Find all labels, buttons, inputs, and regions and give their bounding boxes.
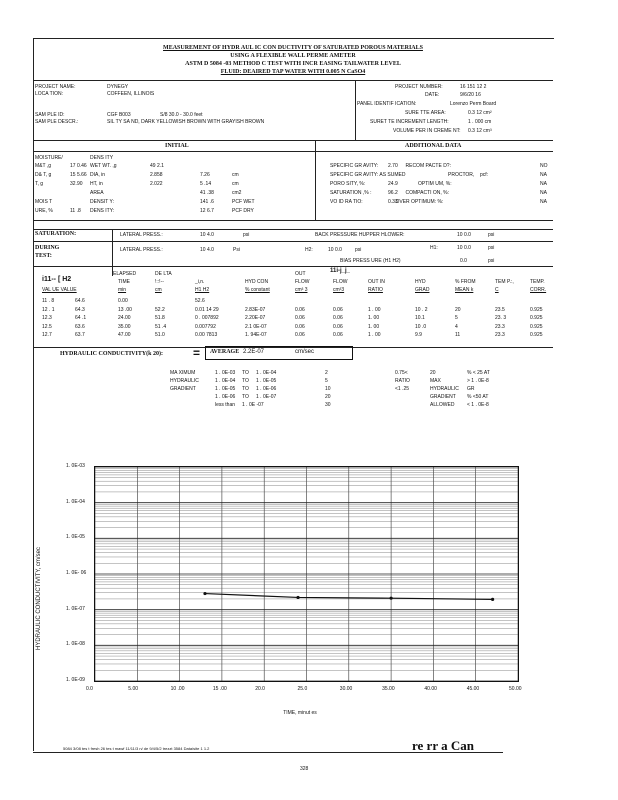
table-header: H1 H2 [195,287,210,293]
criteria-value: HYDRAULIC [430,386,459,392]
divider [33,266,553,267]
divider [33,220,553,221]
table-cell: 10.1 [415,315,425,321]
criteria-value: TO [242,378,249,384]
sat-lateral-value: 10 4.0 [200,232,214,238]
project-name-label: PROJECT NAME: [35,84,76,90]
table-cell: 63.7 [75,332,85,338]
table-cell: 9.9 [415,332,422,338]
table-header: FLOW [295,279,310,285]
x-tick-label: 40.00 [424,686,437,692]
table-cell: 1 . 00 [368,306,381,313]
footer-small-text: 5084 3/08 tes t fresh 26 tes t mawf 11/11/3 n/ de 9/4/5/2 trezzt 3584 Data/site 1 1.2 [63,746,210,751]
criteria-label: 0.75< [395,370,408,376]
x-tick-label: 30.00 [339,686,353,692]
y-tick-label: 1. 0E-05 [66,534,85,541]
panel-value: Lorenzo Perm Board [450,101,497,107]
additional-row-label: SATURATION ,% : [330,190,372,196]
divider [112,229,113,276]
x-tick-label: 0.0 [86,686,93,692]
footer-brand: re rr a Can [412,738,474,753]
initial-row-value3: 7.26 [200,172,210,178]
divider [355,80,356,140]
x-tick-label: 25.0 [297,686,308,692]
additional-row-value2: NA [540,190,547,196]
table-cell: 47.00 [118,332,131,338]
criteria-value: 20 [430,370,436,376]
table-cell: 0.01 14 29 [195,306,219,313]
table-cell: 2.1 0E-07 [245,323,267,330]
additional-row-label2: COMPACTI ON, %: [405,190,450,196]
additional-row-label: VO ID RA TIO: [330,199,363,205]
additional-row-value2: NA [540,172,547,178]
initial-row-value3: 41 .38 [200,190,214,196]
table-header: cm³ 3 [295,287,308,293]
table-cell: 10 . 2 [415,306,428,313]
table-cell: 13 .00 [118,306,132,313]
criteria-value: TO [242,370,249,376]
table-header: ELAPSED [113,271,137,277]
moisture-label: MOISTURE/ [35,155,63,161]
x-tick-label: 5.00 [128,686,139,692]
table-cell: 0.925 [530,315,543,321]
table-header: % FROM [455,279,476,285]
additional-row-value2: NA [540,199,547,205]
criteria-value: 5 [325,378,328,384]
table-cell: 2.20E-07 [245,315,266,321]
table-cell: 52.6 [195,298,205,304]
additional-row-value: 24.9 [388,181,398,187]
initial-row-value2: 49 2.1 [150,163,164,169]
project-number-label: PROJECT NUMBER: [395,84,443,90]
table-cell: 51.0 [155,332,165,338]
y-axis-title: HYDRAULIC CONDUCTIVITY, cm/sec [36,547,42,650]
criteria-value: TO [242,386,249,392]
table-header: cm³3 [333,287,345,293]
table-header: RATIO [368,287,383,293]
table-header: _i,n. [195,279,205,285]
initial-row-label: URE, % [35,208,53,214]
initial-row-value3: 5 .14 [200,181,212,187]
divider [33,140,553,141]
initial-row-label2: HT, in [90,181,103,187]
table-cell: 35.00 [118,323,131,330]
initial-row-label: T, g [35,181,44,187]
table-cell: 51 .4 [155,323,167,330]
during-label: DURING [35,245,60,251]
additional-row-value2: NA [540,181,547,187]
initial-row-label: D& T, g [35,172,52,178]
table-cell: 64.3 [75,306,85,313]
title-line-2: USING A FLEXIBLE WALL PERME AMETER [230,53,356,59]
initial-row-label2: WET WT. ,g [90,163,117,169]
criteria-value: ALLOWED [430,402,455,408]
criteria-label: RATIO [395,378,410,384]
table-cell: 63.6 [75,323,85,330]
table-cell: 20 [455,306,461,313]
equals-sign: = [193,346,201,360]
sat-lateral-unit: psi [243,232,250,238]
surface-area: 0.3 12 cm² [468,110,492,116]
table-header: % constant [245,287,270,293]
average-label: AVERAGE [210,349,240,355]
criteria-value: 1 . 0E-04 [256,370,277,376]
x-tick-label: 35.00 [382,686,395,692]
initial-row-value: 32.90 [70,181,83,187]
additional-row-label: PORO SITY, %: [330,181,366,187]
table-cell: 0.925 [530,332,543,338]
volume: 0.3 12 cm³ [468,128,492,134]
table-header: OUT IN [368,279,385,285]
date-label: DATE: [425,92,440,98]
table-cell: 1 . 00 [368,332,381,338]
table-cell: 1. 00 [368,315,380,321]
initial-row-label2: DIA, in [90,172,106,178]
table-cell: 12 . 1 [42,306,55,313]
project-number: 16 151 12 2 [460,84,487,90]
back-pressure-unit: psi [488,232,495,238]
initial-row-unit: PCF WET [232,199,255,205]
project-name: DYNEGY [107,84,129,90]
table-cell: 0.06 [333,332,343,338]
y-tick-label: 1. 0E- 06 [66,570,87,576]
additional-row-label2: RECOM PACTE D?: [405,163,451,169]
surface-area-label: SURE TTE AREA: [405,110,446,116]
criteria-label: HYDRAULIC [170,378,199,384]
initial-row-value: 11 .8 [70,208,81,214]
h2-unit: psi [355,247,362,253]
initial-row-label2: DENS ITY: [90,208,115,214]
additional-row-label2b: pcf: [480,172,489,178]
divider [33,151,553,152]
initial-row-label: MOIS T [35,199,53,205]
criteria-value: 1 . 0E-04 [215,378,236,384]
additional-title: ADDITIONAL DATA [405,143,462,149]
criteria-value: 1 . 0E-07 [256,394,277,400]
table-header: C [495,287,499,293]
density-label: DENS ITY [90,155,114,161]
h1-label: H1: [430,245,438,251]
table-header: GRAD [415,287,430,293]
table-cell: 0.00 7813 [195,332,218,338]
additional-row-value2: NO [540,163,548,169]
table-cell: 11 [455,332,461,338]
sat-lateral-label: LATERAL PRESS.: [120,232,163,238]
table-header: TEMP. [530,279,545,285]
hc-label: HYDRAULIC CONDUCTIVITY(k 20): [60,351,164,357]
average-unit: cm/sec [295,349,315,355]
criteria-value: 1 . 0E-06 [215,394,236,400]
criteria-value: 1 . 0E -07 [242,402,264,408]
criteria-label: GRADIENT [170,386,196,392]
sample-id-label: SAM PLE ID: [35,112,65,118]
criteria-value: 1 . 0E-03 [215,370,236,376]
page-number: 328 [300,766,309,772]
burette-label: SURET TE INCREMENT LENGTH: [370,119,449,125]
sample-depth: S/8 30.0 - 30.0 feet [160,112,203,118]
table-cell: 0.00 [118,298,128,304]
additional-row-label: SPECIFIC GR AVITY: [330,163,379,169]
table-cell: 64.6 [75,298,85,304]
table-cell: 0.06 [295,323,305,330]
table-cell: 51.8 [155,315,165,321]
criteria-value: 1 . 0E-05 [256,378,277,384]
initial-title: INITIAL [165,143,189,149]
table-cell: 0.06 [333,306,343,313]
initial-row-unit: PCF DRY [232,208,254,214]
table-cell: 1. 94E-07 [245,332,267,338]
criteria-value: GR [467,386,475,392]
table-cell: 0.925 [530,306,543,313]
test-label: TEST: [35,253,52,259]
h1-unit: psi [488,245,495,251]
title-line-4: FLUID: DEAIRED TAP WATER WITH 0.005 N CaSO4 [220,69,366,75]
additional-row-label2: OPTIM UM, %: [418,181,452,187]
criteria-value: 1 . 0E-06 [256,386,277,392]
data-point [203,592,206,595]
h1-value: 10 0.0 [457,245,471,251]
criteria-value: % < 25 AT [467,370,490,376]
during-lateral-label: LATERAL PRESS.: [120,247,163,253]
table-cell: 23.5 [495,306,505,313]
back-pressure-value: 10 0.0 [457,232,471,238]
table-header: i11-- [ H2 [42,276,72,283]
location-label: LOCA TION: [35,91,63,97]
initial-row-value: 17 0.46 [70,163,87,169]
back-pressure-label: BACK PRESSURE HUPPER HLOWER: [315,232,405,238]
table-cell: 23.3 [495,332,505,338]
x-tick-label: 50.00 [509,686,522,692]
average-value: 2.2E-07 [243,349,265,355]
initial-row-value2: 2.022 [150,181,163,187]
bias-unit: psi [488,258,495,264]
initial-row-value3: 141 .6 [200,199,214,205]
table-header: HYD [415,279,426,285]
bias-value: 0.0 [460,258,467,264]
table-header: MEAN k [455,287,474,293]
table-cell: 4 [455,323,458,330]
y-tick-label: 1. 0E-09 [66,677,85,683]
y-tick-label: 1. 0E-03 [66,463,85,469]
during-lateral-value: 10 4.0 [200,247,214,253]
table-cell: 0.06 [333,323,343,330]
criteria-value: GRADIENT [430,394,456,400]
table-header: VAL UE VALUE [42,287,77,293]
table-header: cm [155,287,162,293]
initial-row-label2: AREA [90,190,104,196]
panel-label: PANEL IDENTIF ICATION: [357,101,417,107]
criteria-value: MAX [430,378,441,384]
table-header: TEM P.:, [495,279,514,285]
criteria-label: MA XIMUM [170,370,196,376]
additional-row-label2: PROCTOR, [448,172,475,178]
additional-row-value: 0.33 [388,199,398,205]
criteria-value: less than [215,402,236,408]
table-cell: 52.2 [155,306,165,313]
criteria-value: 20 [325,394,331,400]
y-tick-label: 1. 0E-08 [66,641,85,648]
table-cell: 23.3 [495,323,505,330]
criteria-value: 10 [325,386,331,392]
divider [33,80,553,81]
table-cell: 23. 3 [495,315,507,321]
additional-row-label: SPECIFIC GR AVITY: AS SUMED [330,172,406,178]
criteria-value: % <50 AT [467,394,489,400]
title-line-1: MEASUREMENT OF HYDR AUL IC CON DUCTIVITY OF SATURATED POROUS MATERIALS [163,45,423,51]
table-header: OUT [295,271,306,277]
table-header: TIME [118,279,130,285]
table-cell: 11 . 8 [42,298,55,304]
table-cell: 10 .0 [415,323,427,330]
sample-desc: SIL TY SA ND, DARK YELLOWISH BROWN WITH GRAYISH BROWN [107,119,265,125]
initial-row-value3: 12 6.7 [200,208,214,214]
divider [33,229,553,230]
additional-row-label2: OVER OPTIMUM: %: [395,199,444,205]
table-header: !::!-- [155,279,164,285]
table-cell: 12.3 [42,315,52,321]
volume-label: VOLUME PER IN CREME NT: [393,128,461,134]
x-tick-label: 10 .00 [170,686,185,692]
sample-id: CGF B003 [107,112,131,118]
saturation-label: SATURATION: [35,231,77,237]
table-cell: 0.06 [295,315,305,321]
initial-row-unit: cm2 [232,190,242,196]
data-point [296,596,299,599]
table-cell: 0.007792 [195,323,216,330]
initial-row-value2: 2.858 [150,172,163,178]
additional-row-value: 96.2 [388,190,398,196]
initial-row-value: 15 5.66 [70,172,87,178]
burette-length: 1 . 000 cm [468,119,492,125]
table-cell: 12.7 [42,332,52,338]
criteria-value: TO [242,394,249,400]
table-extra-header: 11i-j_j_ [330,268,351,274]
table-cell: 5 [455,315,458,321]
table-header: DE LTA [155,271,172,277]
initial-row-label2: DENSIT Y: [90,199,114,205]
during-lateral-unit: Psi [233,247,240,253]
initial-row-label: M&T ,g [35,163,52,169]
divider [33,241,553,242]
additional-row-value: 2.70 [388,163,398,169]
criteria-value: > 1 . 0E-8 [467,378,489,384]
data-point [491,598,494,601]
y-tick-label: 1. 0E-04 [66,498,85,505]
x-tick-label: 15 .00 [212,686,227,692]
criteria-value: 30 [325,402,331,408]
table-cell: 0.06 [295,332,305,338]
date: 9/6/20 16 [460,92,481,98]
table-header: HYD CON [245,279,269,285]
table-header: CORR. [530,287,547,293]
x-axis-title: TIME, minut es [283,710,317,716]
initial-row-unit: cm [232,181,239,187]
bias-label: BIAS PRESS URE (H1 H2) [340,258,401,264]
criteria-value: 2 [325,370,328,376]
table-cell: 0.06 [295,306,305,313]
title-line-3: ASTM D 5084 -03 METHOD C TEST WITH INCR EASING TAILWATER LEVEL [185,61,401,67]
table-cell: 2.83E-07 [245,306,266,313]
chart-plot-area [94,466,519,682]
table-cell: 0.06 [333,315,343,321]
table-cell: 0.925 [530,323,543,330]
y-tick-label: 1. 0E-07 [66,605,85,612]
criteria-value: 1 . 0E-05 [215,386,236,392]
table-cell: 24.00 [118,315,131,321]
chart-svg [95,467,518,681]
criteria-value: < 1 . 0E-8 [467,402,489,408]
location: COFFEEN, ILLINOIS [107,91,155,97]
x-tick-label: 20.0 [255,686,265,692]
table-cell: 12.5 [42,323,52,330]
table-cell: 1. 00 [368,323,380,330]
data-point [390,597,393,600]
h2-value: 10 0.0 [328,247,342,253]
sample-desc-label: SAM PLE DESCR.: [35,119,79,125]
table-header: min [118,287,127,293]
criteria-label: <1 .25 [395,386,410,392]
divider [315,140,316,220]
table-cell: 0 . 007892 [195,315,219,321]
h2-label: H2: [305,247,313,253]
initial-row-unit: cm [232,172,239,178]
x-tick-label: 45.00 [466,686,480,692]
table-header: FLOW [333,279,348,285]
table-cell: 64 .1 [75,315,87,321]
